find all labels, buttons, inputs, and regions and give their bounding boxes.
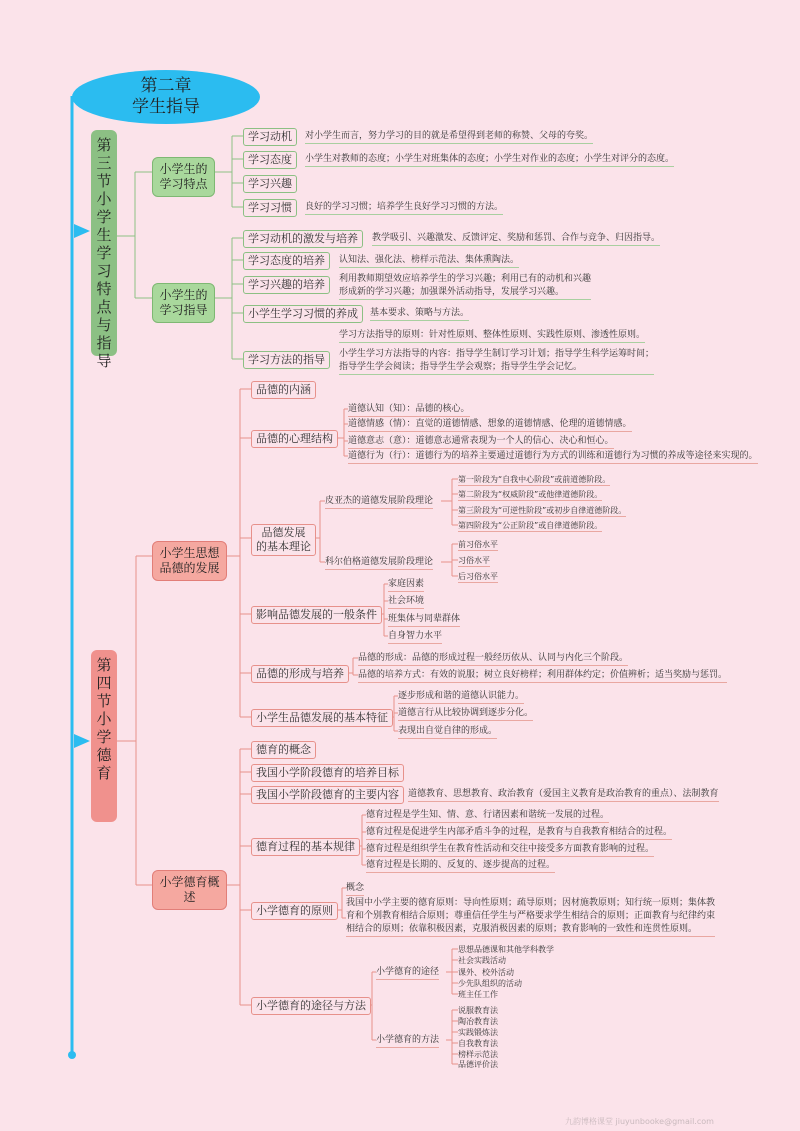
node-moral-ed-concept: 德育的概念 bbox=[251, 741, 316, 759]
chapter-title-line1: 第二章 bbox=[140, 76, 192, 96]
branch-label-l1: 小学生的 bbox=[159, 288, 208, 302]
sec3-branch-characteristics bbox=[152, 157, 215, 197]
node-moral-ed-goal: 我国小学阶段德育的培养目标 bbox=[251, 764, 404, 782]
branch-label-l1: 小学德育概 bbox=[159, 875, 220, 889]
node-methods: 小学德育的方法 bbox=[376, 1034, 439, 1048]
branch-label-l2: 述 bbox=[183, 890, 196, 904]
node-attitude-cultivate-desc: 认知法、强化法、榜样示范法、集体熏陶法。 bbox=[339, 254, 519, 268]
branch-label-l2: 学习特点 bbox=[159, 177, 208, 191]
chapter-title-line2: 学生指导 bbox=[132, 97, 200, 117]
principle-list bbox=[346, 897, 715, 937]
node-interest-cultivate: 学习兴趣的培养 bbox=[243, 276, 330, 294]
method-item: 说服教育法 bbox=[458, 1006, 498, 1015]
node-habit-form: 小学生学习习惯的养成 bbox=[243, 305, 363, 323]
route-item: 思想品德课和其他学科教学 bbox=[458, 945, 554, 954]
node-attitude-cultivate: 学习态度的培养 bbox=[243, 252, 330, 270]
node-method-principle: 学习方法指导的原则：针对性原则、整体性原则、实践性原则、渗透性原则。 bbox=[339, 329, 645, 343]
structure-item: 道德认知（知）：品德的核心。 bbox=[348, 403, 470, 417]
node-kohlberg: 科尔伯格道德发展阶段理论 bbox=[325, 556, 433, 570]
node-method-content bbox=[339, 348, 654, 375]
node-moral-ed-laws: 德育过程的基本规律 bbox=[251, 838, 360, 856]
piaget-stage: 第三阶段为“可逆性阶段”或初步自律道德阶段。 bbox=[458, 506, 627, 515]
node-basic-features: 小学生品德发展的基本特征 bbox=[251, 709, 393, 727]
node-motivation-stimulate-desc: 教学吸引、兴趣激发、反馈评定、奖励和惩罚、合作与竞争、归因指导。 bbox=[372, 232, 660, 246]
condition-item: 自身智力水平 bbox=[388, 630, 442, 644]
piaget-stage: 第四阶段为“公正阶段”或自律道德阶段。 bbox=[458, 521, 603, 530]
node-habit-desc: 良好的学习习惯；培养学生良好学习习惯的方法。 bbox=[305, 201, 503, 215]
condition-item: 家庭因素 bbox=[388, 578, 424, 592]
route-item: 社会实践活动 bbox=[458, 956, 506, 965]
moral-ed-content-desc: 道德教育、思想教育、政治教育（爱国主义教育是政治教育的重点）、法制教育 bbox=[408, 788, 719, 802]
node-piaget: 皮亚杰的道德发展阶段理论 bbox=[325, 495, 433, 509]
node-motivation: 学习动机 bbox=[243, 128, 297, 146]
node-moral-connotation: 品德的内涵 bbox=[251, 381, 316, 399]
node-attitude-desc: 小学生对教师的态度；小学生对班集体的态度；小学生对作业的态度；小学生对评分的态度。 bbox=[305, 153, 674, 167]
node-interest: 学习兴趣 bbox=[243, 175, 297, 193]
node-attitude: 学习态度 bbox=[243, 151, 297, 169]
formation-item: 品德的形成：品德的形成过程一般经历依从、认同与内化三个阶段。 bbox=[358, 652, 628, 666]
formation-item: 品德的培养方式：有效的说服；树立良好榜样；利用群体约定；价值辨析；适当奖励与惩罚。 bbox=[358, 669, 727, 683]
node-routes: 小学德育的途径 bbox=[376, 966, 439, 980]
kohlberg-level: 习俗水平 bbox=[458, 556, 490, 565]
law-item: 德育过程是长期的、反复的、逐步提高的过程。 bbox=[366, 859, 555, 873]
structure-item: 道德行为（行）：道德行为的培养主要通过道德行为方式的训练和道德行为习惯的养成等途径来实现的。 bbox=[348, 450, 758, 464]
node-habit-form-desc: 基本要求、策略与方法。 bbox=[370, 307, 469, 321]
theory-label-l1: 品德发展 bbox=[261, 526, 306, 539]
law-item: 德育过程是学生知、情、意、行诸因素和谐统一发展的过程。 bbox=[366, 809, 609, 823]
node-moral-theory bbox=[251, 524, 316, 556]
branch-label-l1: 小学生思想 bbox=[159, 546, 220, 560]
kohlberg-level: 后习俗水平 bbox=[458, 572, 498, 581]
node-interest-cultivate-desc bbox=[339, 273, 591, 300]
node-moral-structure: 品德的心理结构 bbox=[251, 430, 338, 448]
principle-line: 我国中小学主要的德育原则：导向性原则；疏导原则；因材施教原则；知行统一原则；集体教 bbox=[346, 898, 716, 908]
section-3-label: 第三节 小学生学习特点与指导 bbox=[91, 130, 117, 356]
chapter-title bbox=[72, 70, 260, 124]
principle-concept: 概念 bbox=[346, 882, 364, 896]
sec4-branch-moral-development bbox=[152, 541, 227, 581]
watermark: 九韵博格课堂 jiuyunbooke@gmail.com bbox=[565, 1117, 714, 1126]
node-formation-cultivation: 品德的形成与培养 bbox=[251, 665, 349, 683]
node-moral-ed-principles: 小学德育的原则 bbox=[251, 902, 338, 920]
branch-label-l2: 品德的发展 bbox=[159, 561, 220, 575]
principle-line: 育和个别教育相结合原则；尊重信任学生与严格要求学生相结合的原则；正面教育与纪律约束 bbox=[346, 911, 716, 921]
node-influencing-conditions: 影响品德发展的一般条件 bbox=[251, 606, 382, 624]
desc-line1: 利用教师期望效应培养学生的学习兴趣；利用已有的动机和兴趣 bbox=[339, 274, 592, 284]
method-item: 品德评价法 bbox=[458, 1060, 498, 1069]
structure-item: 道德意志（意）：道德意志通常表现为一个人的信心、决心和恒心。 bbox=[348, 435, 614, 449]
node-moral-ed-content: 我国小学阶段德育的主要内容 bbox=[251, 786, 404, 804]
route-item: 少先队组织的活动 bbox=[458, 979, 522, 988]
node-motivation-desc: 对小学生而言，努力学习的目的就是希望得到老师的称赞、父母的夸奖。 bbox=[305, 130, 593, 144]
route-item: 课外、校外活动 bbox=[458, 968, 514, 977]
sec4-branch-moral-education bbox=[152, 870, 227, 910]
law-item: 德育过程是促进学生内部矛盾斗争的过程，是教育与自我教育相结合的过程。 bbox=[366, 826, 672, 840]
feature-item: 道德言行从比较协调到逐步分化。 bbox=[398, 707, 533, 721]
condition-item: 班集体与同辈群体 bbox=[388, 613, 460, 627]
condition-item: 社会环境 bbox=[388, 595, 424, 609]
desc-line1: 小学生学习方法指导的内容：指导学生制订学习计划；指导学生科学运筹时间； bbox=[339, 349, 655, 359]
node-moral-ed-routes-methods: 小学德育的途径与方法 bbox=[251, 997, 371, 1015]
feature-item: 表现出自觉自律的形成。 bbox=[398, 725, 497, 739]
desc-line2: 指导学生学会阅读；指导学生学会观察；指导学生学会记忆。 bbox=[339, 362, 583, 372]
method-item: 实践锻炼法 bbox=[458, 1028, 498, 1037]
piaget-stage: 第二阶段为“权威阶段”或他律道德阶段。 bbox=[458, 490, 603, 499]
branch-label-l1: 小学生的 bbox=[159, 162, 208, 176]
branch-label-l2: 学习指导 bbox=[159, 303, 208, 317]
node-motivation-stimulate: 学习动机的激发与培养 bbox=[243, 230, 363, 248]
method-item: 陶冶教育法 bbox=[458, 1017, 498, 1026]
method-item: 榜样示范法 bbox=[458, 1050, 498, 1059]
piaget-stage: 第一阶段为“自我中心阶段”或前道德阶段。 bbox=[458, 475, 611, 484]
sec3-branch-guidance bbox=[152, 283, 215, 323]
method-item: 自我教育法 bbox=[458, 1039, 498, 1048]
section-4-label: 第四节 小学德育 bbox=[91, 650, 117, 822]
node-method-guidance: 学习方法的指导 bbox=[243, 351, 330, 369]
theory-label-l2: 的基本理论 bbox=[256, 540, 311, 553]
node-habit: 学习习惯 bbox=[243, 199, 297, 217]
kohlberg-level: 前习俗水平 bbox=[458, 540, 498, 549]
law-item: 德育过程是组织学生在教育性活动和交往中接受多方面教育影响的过程。 bbox=[366, 843, 654, 857]
route-item: 班主任工作 bbox=[458, 990, 498, 999]
desc-line2: 形成新的学习兴趣；加强课外活动指导，发展学习兴趣。 bbox=[339, 287, 565, 297]
principle-line: 相结合的原则；依靠积极因素，克服消极因素的原则；教育影响的一致性和连贯性原则。 bbox=[346, 924, 698, 934]
feature-item: 逐步形成和谐的道德认识能力。 bbox=[398, 690, 524, 704]
structure-item: 道德情感（情）：直觉的道德情感、想象的道德情感、伦理的道德情感。 bbox=[348, 418, 632, 432]
